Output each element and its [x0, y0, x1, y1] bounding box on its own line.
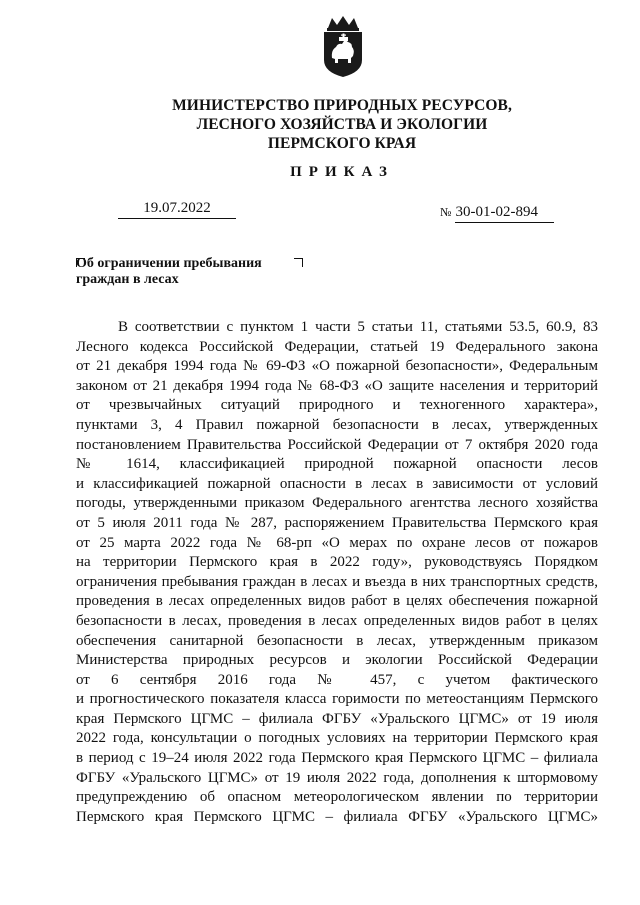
body-line: проведения в лесах определенных видов работ в целях обеспечения пожарной	[76, 593, 598, 610]
order-number-line	[440, 204, 554, 223]
body-line: № 1614, классификацией природной пожарной опасности лесов	[76, 456, 598, 473]
body-line: обеспечения санитарной безопасности в лесах, утвержденным приказом	[76, 632, 598, 649]
body-line: Лесного кодекса Российской Федерации, статьей 19 Федерального закона	[76, 338, 598, 355]
ministry-name	[0, 96, 640, 153]
body-line: безопасности в лесах, проведения в лесах определенных видов работ в целях	[76, 612, 598, 629]
body-line: Министерства природных ресурсов и экологии Российской Федерации	[76, 652, 598, 669]
body-line: 2022 года, консультации о погодных условиях на территории Пермского края	[76, 730, 598, 747]
body-line: от 5 июля 2011 года № 287, распоряжением Правительства Пермского края	[76, 514, 598, 531]
body-line: от 21 декабря 1994 года № 69-ФЗ «О пожарной безопасности», Федеральным	[76, 358, 598, 375]
body-line: ограничения пребывания граждан в лесах и въезда в них транспортных средств,	[76, 573, 598, 590]
body-line: и прогностического показателя класса горимости по метеостанциям Пермского	[76, 691, 598, 708]
ministry-line: ПЕРМСКОГО КРАЯ	[267, 135, 417, 152]
body-line: предупреждению об опасном метеорологическом явлении по территории	[76, 789, 598, 806]
body-line: от чрезвычайных ситуаций природного и техногенного характера»,	[76, 397, 598, 414]
body-line: края Пермского ЦГМС – филиала ФГБУ «Уральского ЦГМС» от 19 июля	[76, 710, 598, 727]
body-line: от 6 сентября 2016 года № 457, с учетом фактического	[76, 671, 598, 688]
body-line: законом от 21 декабря 1994 года № 68-ФЗ «О защите населения и территорий	[76, 377, 598, 394]
body-line: ФГБУ «Уральского ЦГМС» от 19 июля 2022 года, дополнения к штормовому	[76, 769, 598, 786]
number-sign: №	[440, 205, 452, 219]
body-line: на территории Пермского края в 2022 году», руководствуясь Порядком	[76, 554, 598, 571]
subject-line: граждан в лесах	[76, 272, 179, 287]
subject-bracket-right	[294, 258, 303, 267]
body-line: постановлением Правительства Российской Федерации от 7 октября 2020 года	[76, 436, 598, 453]
body-line: В соответствии с пунктом 1 части 5 статьи 11, статьями 53.5, 60.9, 83	[118, 319, 598, 335]
body-line: Пермского края Пермского ЦГМС – филиала ФГБУ «Уральского ЦГМС»	[76, 808, 598, 825]
order-subject	[76, 256, 262, 288]
body-line: пунктами 3, 4 Правил пожарной безопасности в лесах, утвержденных	[76, 416, 598, 433]
body-line: и классификацией пожарной опасности в лесах в зависимости от условий	[76, 475, 598, 492]
perm-krai-coat-of-arms-icon	[318, 14, 368, 78]
body-line: в период с 19–24 июля 2022 года Пермского края Пермского ЦГМС – филиала	[76, 750, 598, 767]
body-line: погоды, утвержденными приказом Федерального агентства лесного хозяйства	[76, 495, 598, 512]
body-text	[76, 318, 598, 827]
ministry-line: МИНИСТЕРСТВО ПРИРОДНЫХ РЕСУРСОВ,	[172, 97, 512, 114]
order-number: 30-01-02-894	[455, 204, 554, 223]
document-type: ПРИКАЗ	[290, 164, 394, 180]
order-date: 19.07.2022	[118, 200, 236, 219]
body-line: от 25 марта 2022 года № 68-рп «О мерах по охране лесов от пожаров	[76, 534, 598, 551]
ministry-line: ЛЕСНОГО ХОЗЯЙСТВА И ЭКОЛОГИИ	[196, 116, 488, 133]
subject-line: Об ограничении пребывания	[76, 256, 262, 271]
